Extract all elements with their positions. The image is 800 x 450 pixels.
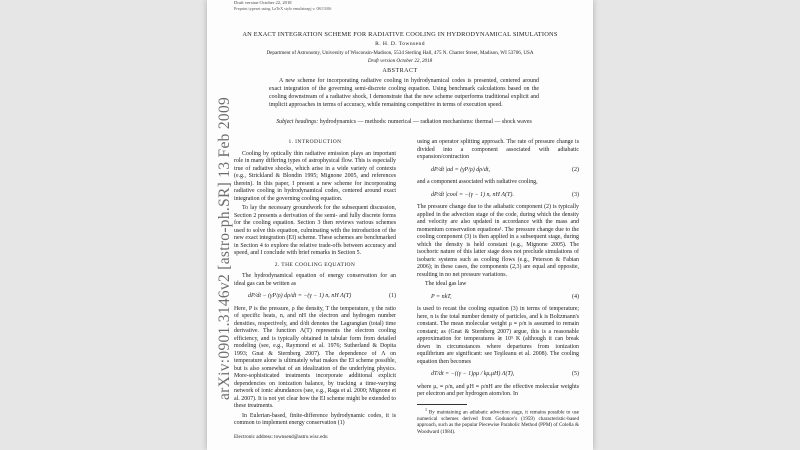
arxiv-identifier: arXiv:0901.3146v2 [astro-ph.SR] 13 Feb 2009 [216,96,233,400]
equation-1-number: (1) [389,293,396,299]
footnote-rule [417,404,467,405]
equation-3 [417,192,579,200]
author-affiliation: Department of Astronomy, University of Wisconsin-Madison, 5534 Sterling Hall, 475 N. Charter Street, Madison, WI 53706, USA [266,50,534,56]
right-paragraph-2: and a component associated with radiative cooling, [417,179,538,185]
equation-3-body: dP/dt |cool = −(γ − 1) nₑ nH Λ(T). [431,191,514,198]
intro-paragraph-1: Cooling by optically thin radiative emission plays an important role in many differing types of astrophysical flow. This is especially true of radiative shocks, which arise in a wide variety of contexts (e.g., Strickland & Blondin 1995; Mignone 2005, and references therein). In this paper, I present a new scheme for incorporating radiative cooling in hydrodynamical codes, centered around exact integration of the governing cooling equation. [234,150,396,202]
equation-5-body: dT/dt = −((γ − 1)ρμ / kμₑμH) Λ(T), [431,371,515,377]
abstract-text: A new scheme for incorporating radiative cooling in hydrodynamical codes is presented, centered around exact integration of the governing semi-discrete cooling equation. Using benchmark calculations based on the cooling downstream of a radiative shock, I demonstrate that the new scheme outperforms traditional explicit and implicit approaches in terms of accuracy, while remaining competitive in terms of execution speed. [269,78,539,108]
section-heading-cooling-equation: 2. THE COOLING EQUATION [274,261,356,268]
preprint-note: Preprint typeset using LaTeX style emulateapj v. 08/13/06 [234,6,332,11]
cooling-paragraph-1: The hydrodynamical equation of energy conservation for an ideal gas can be written as [234,273,396,287]
right-paragraph-1: using an operator splitting approach. The rate of pressure change is divided into a component associated with adiabatic expansion/contraction [417,139,579,160]
equation-2-number: (2) [572,166,579,173]
equation-5-number: (5) [572,371,579,377]
subject-headings-text: hydrodynamics — methods: numerical — radiation mechanisms: thermal — shock waves [319,119,532,125]
equation-3-number: (3) [572,191,579,198]
equation-5 [417,371,579,379]
abstract-heading: ABSTRACT [382,68,418,74]
equation-4-body: P = nkT, [431,293,452,300]
electronic-address: Electronic address: townsend@astro.wisc.edu [234,433,328,440]
equation-2 [417,167,579,175]
paper-author: R. H. D. Townsend [375,41,425,47]
right-paragraph-4: The ideal gas law [425,281,467,287]
draft-version-header: Draft version October 22, 2018 [234,0,292,5]
equation-1 [234,293,396,301]
paper-page [207,0,593,450]
left-column [234,139,396,441]
cooling-paragraph-2: Here, P is the pressure, ρ the density, T the temperature, γ the ratio of specific heats, nₑ and nH the electron and hydrogen number densities, respectively, and d/dt denotes the Lagrangian (total) time derivative. The function Λ(T) represents the electron cooling efficiency, and is typically obtained in tabular form from detailed modeling (see, e.g., Raymond et al. 1976; Sutherland & Dopita 1993; Gnat & Sternberg 2007). The dependence of Λ on temperature alone is ultimately what makes the EI scheme possible, but is also somewhat of an idealization of the underlying physics. More-sophisticated treatments incorporate additional explicit dependencies on ionization balance, by tracking a time-varying network of ionic abundances (see, e.g., Raga et al. 2000; Mignone et al. 2007). It is not yet clear how the EI scheme might be extended to these treatments. [234,305,396,409]
footnote-mark: 1 [425,406,427,412]
subject-headings-label: Subject headings: [276,119,319,125]
right-paragraph-6: where μₑ ≡ ρ/nₑ and μH ≡ ρ/nH are the effective molecular weights per electron and per hydrogen atom/ion. In [417,383,579,397]
right-paragraph-5: is used to recast the cooling equation (3) in terms of temperature; here, n is the total number density of particles, and k is Boltzmann's constant. The mean molecular weight μ ≡ ρ/n is assumed to remain constant; as (Gnat & Sternberg 2007) argue, this is a reasonable approximation for temperatures ≳ 10⁵ K (although it can break down in circumstances where departures from ionization equilibrium are significant: see Teşileanu et al. 2008). The cooling equation then becomes [417,306,579,365]
footnote-1 [417,407,579,436]
right-column [417,139,579,438]
equation-1-body: dP/dt − (γP/ρ) dρ/dt = −(γ − 1) nₑ nH Λ(T) [248,293,352,299]
cooling-paragraph-3: In Eulerian-based, finite-difference hydrodynamic codes, it is common to implement energy conservation (1) [234,412,396,426]
draft-version: Draft version October 22, 2018 [367,58,433,64]
equation-4 [417,294,579,302]
paper-title: AN EXACT INTEGRATION SCHEME FOR RADIATIVE COOLING IN HYDRODYNAMICAL SIMULATIONS [242,31,558,38]
intro-paragraph-2: To lay the necessary groundwork for the subsequent discussion, Section 2 presents a derivation of the semi- and fully discrete forms for the cooling equation. Section 3 then reviews various schemes used to solve this equation, culminating with the introduction of the new exact integration (EI) scheme. These schemes are benchmarked in Section 4 to explore the relative trade-offs between accuracy and speed, and I conclude with brief remarks in Section 5. [234,205,396,256]
equation-4-number: (4) [572,293,579,300]
right-paragraph-3: The pressure change due to the adiabatic component (2) is typically applied in the advection stage of the code, during which the density and velocity are also updated in accordance with the mass and momentum conservation equations¹. The pressure change due to the cooling component (3) is then applied in a subsequent stage, during which the density is held constant (e.g., Mignone 2005). The isochoric nature of this latter stage does not preclude simulations of isobaric systems such as cooling flows (e.g., Peterson & Fabian 2006); in these cases, the components (2,3) are equal and opposite, resulting in no net pressure variations. [417,204,579,278]
section-heading-introduction: 1. INTRODUCTION [288,139,342,145]
subject-headings [269,118,539,126]
equation-2-body: dP/dt |ad = (γP/ρ) dρ/dt, [431,166,490,173]
footnote-text: By maintaining an adiabatic advection stage, it remains possible to use numerical schemes derived from Godunov's (1959) characteristic-based approach, such as the popular Piecewise Parabolic Method (PPM) of Colella & Woodward (1984). [417,409,579,435]
